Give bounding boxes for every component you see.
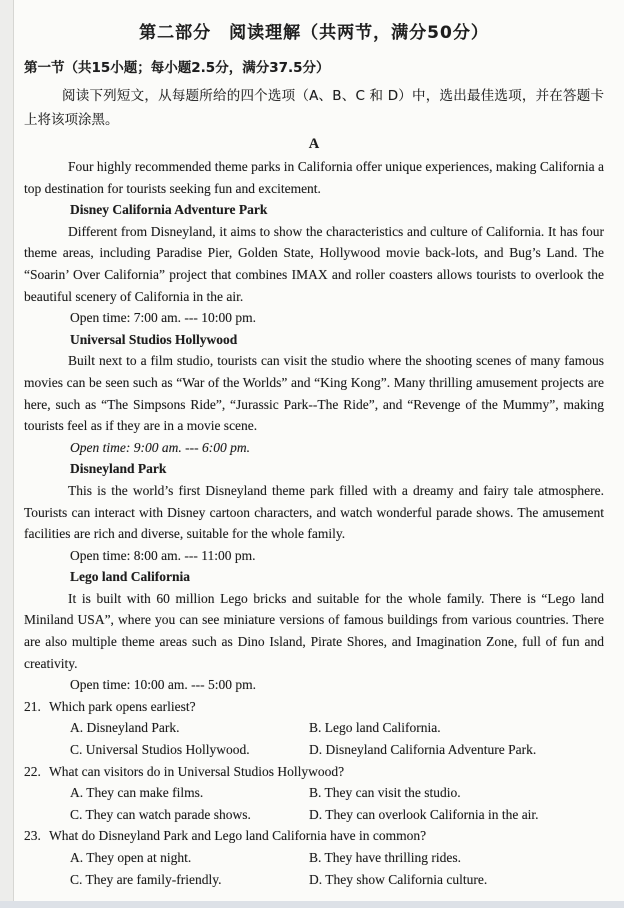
- question-23-options: [70, 847, 604, 890]
- park-name-legoland: Lego land California: [70, 569, 191, 585]
- open-time-universal: Open time: 9:00 am. --- 6:00 pm.: [70, 439, 250, 455]
- park-name-disneyland: Disneyland Park: [70, 461, 167, 477]
- question-23-option-b: B. They have thrilling rides.: [309, 850, 461, 865]
- question-22-number: 22.: [24, 763, 41, 779]
- question-23-number: 23.: [24, 828, 41, 844]
- park-name-disney-adventure: Disney California Adventure Park: [70, 202, 268, 218]
- park-name-universal: Universal Studios Hollywood: [70, 331, 238, 347]
- instruction-text: 阅读下列短文，从每题所给的四个选项（A、B、C 和 D）中，选出最佳选项，并在答题卡上将该项涂黑。: [24, 88, 604, 128]
- park-desc-disneyland: This is the world’s first Disneyland theme park filled with a dreamy and fairy tale atmosphere. Tourists can interact with Disney cartoon characters, and watch wonderful parade shows. The amusement facilities are rich and diverse, suitable for the whole family.: [24, 482, 604, 542]
- question-22-option-d: D. They can overlook California in the air.: [309, 806, 539, 822]
- open-time-disney-adventure: Open time: 7:00 am. --- 10:00 pm.: [70, 310, 256, 326]
- page-content: [24, 12, 604, 908]
- question-23-option-a: A. They open at night.: [70, 850, 192, 865]
- question-23-option-c: C. They are family-friendly.: [70, 871, 222, 887]
- question-23-text: What do Disneyland Park and Lego land California have in common?: [49, 828, 427, 844]
- question-21: [24, 696, 604, 718]
- question-23: [24, 825, 604, 847]
- question-23-option-d: D. They show California culture.: [309, 871, 488, 887]
- question-21-option-d: D. Disneyland California Adventure Park.: [309, 742, 537, 758]
- passage-intro: Four highly recommended theme parks in California offer unique experiences, making California a top destination for tourists seeking fun and excitement.: [24, 159, 604, 196]
- question-21-text: Which park opens earliest?: [49, 698, 196, 714]
- part-title: 第二部分 阅读理解（共两节，满分50分）: [139, 23, 489, 43]
- scan-bottom-edge: [0, 901, 624, 908]
- park-desc-universal: Built next to a film studio, tourists can visit the studio where the shooting scenes of many famous movies can be seen such as “War of the Worlds” and “King Kong”. Many thrilling amusement projects are here, such as “The Simpsons Ride”, “Jurassic Park--The Ride”, and “Revenge of the Mummy”, making tourists feel as if they are in a movie scene.: [24, 353, 604, 434]
- scan-left-margin: [0, 0, 14, 908]
- park-desc-legoland: It is built with 60 million Lego bricks and suitable for the whole family. There is “Lego land Miniland USA”, where you can see miniature versions of famous buildings from various countries. There are also multiple theme areas such as Dino Island, Pirate Shores, and Imagination Zone, full of fun and creativity.: [24, 590, 604, 671]
- open-time-disneyland: Open time: 8:00 am. --- 11:00 pm.: [70, 547, 256, 563]
- question-21-option-b: B. Lego land California.: [309, 720, 441, 736]
- question-22-option-c: C. They can watch parade shows.: [70, 806, 251, 822]
- question-22-option-a: A. They can make films.: [70, 785, 204, 801]
- open-time-legoland: Open time: 10:00 am. --- 5:00 pm.: [70, 677, 256, 693]
- question-21-number: 21.: [24, 698, 41, 714]
- question-22-option-b: B. They can visit the studio.: [309, 785, 461, 801]
- question-22: [24, 761, 604, 783]
- question-21-option-a: A. Disneyland Park.: [70, 720, 180, 736]
- question-21-options: [70, 717, 604, 760]
- section-title: 第一节（共15小题；每小题2.5分，满分37.5分）: [24, 60, 330, 76]
- question-22-text: What can visitors do in Universal Studios Hollywood?: [49, 763, 345, 779]
- question-22-options: [70, 782, 604, 825]
- question-21-option-c: C. Universal Studios Hollywood.: [70, 742, 250, 758]
- passage-label: A: [308, 136, 320, 152]
- park-desc-disney-adventure: Different from Disneyland, it aims to show the characteristics and culture of California. It has four theme areas, including Paradise Pier, Golden State, Hollywood movie back-lots, and Bug’s Land. The “Soarin’ Over California” project that combines IMAX and roller coasters allows tourists to overlook the beautiful scenery of California in the air.: [24, 223, 604, 304]
